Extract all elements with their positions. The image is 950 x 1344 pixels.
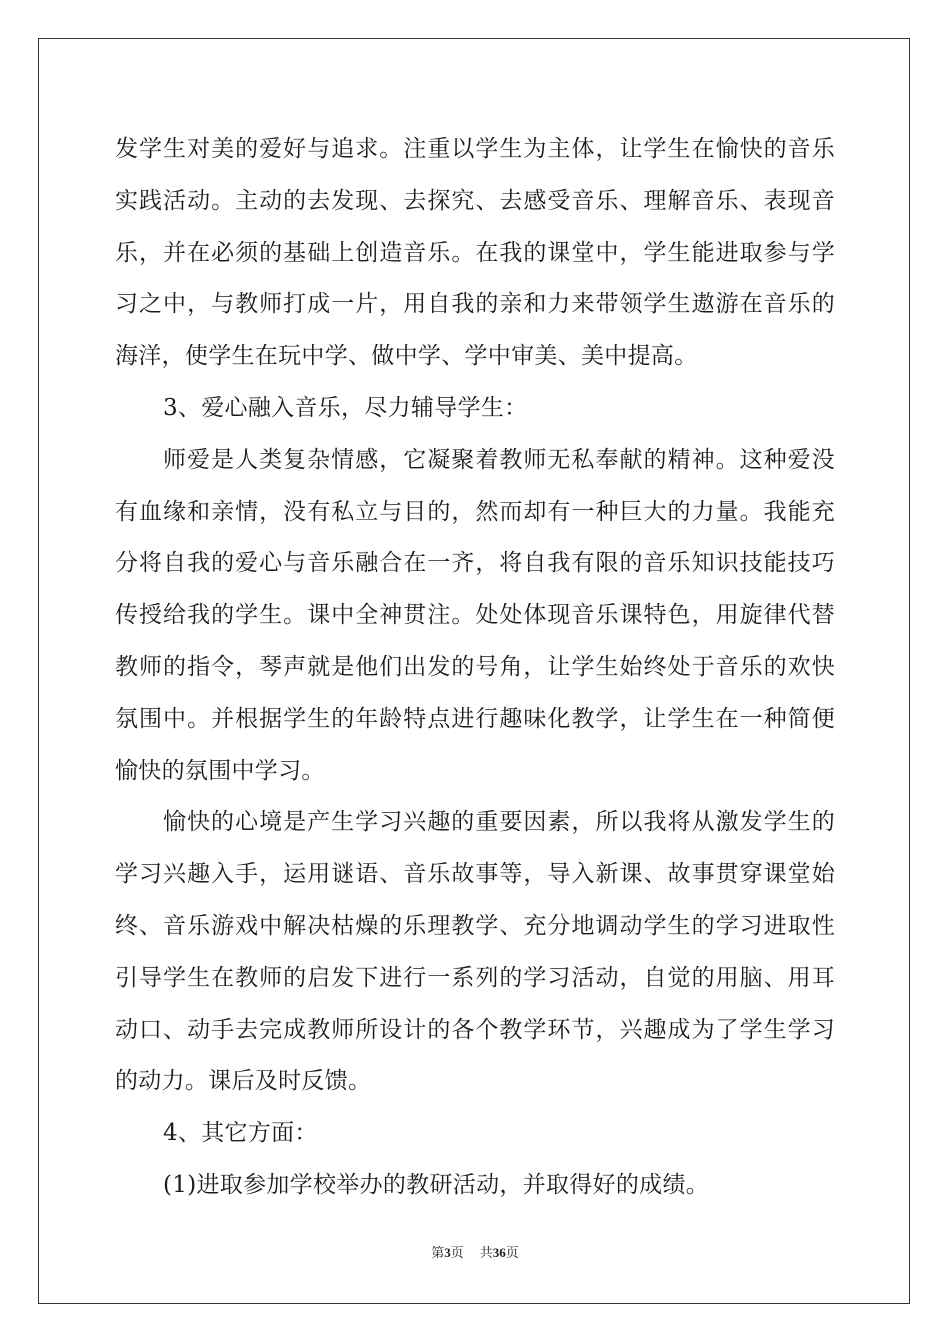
paragraph-3: 师爱是人类复杂情感，它凝聚着教师无私奉献的精神。这种爱没有血缘和亲情，没有私立与目的，然而却有一种巨大的力量。我能充分将自我的爱心与音乐融合在一齐，将自我有限的音乐知识技能技巧传授给我的学生。课中全神贯注。处处体现音乐课特色，用旋律代替教师的指令，琴声就是他们出发的号角，让学生始终处于音乐的欢快氛围中。并根据学生的年龄特点进行趣味化教学，让学生在一种简便愉快的氛围中学习。 [115, 446, 835, 784]
footer-total-suffix: 页 [505, 1246, 519, 1261]
page-footer [0, 1244, 950, 1263]
paragraph-6: (1)进取参加学校举办的教研活动，并取得好的成绩。 [163, 1171, 710, 1198]
footer-prefix: 第 [431, 1246, 445, 1261]
paragraph-5-heading: 4、其它方面： [163, 1120, 318, 1147]
footer-page-suffix: 页 [450, 1246, 464, 1261]
footer-current-page: 3 [444, 1245, 451, 1260]
footer-total-pages: 36 [492, 1245, 506, 1260]
paragraph-4: 愉快的心境是产生学习兴趣的重要因素，所以我将从激发学生的学习兴趣入手，运用谜语、音乐故事等，导入新课、故事贯穿课堂始终、音乐游戏中解决枯燥的乐理教学、充分地调动学生的学习进取性引导学生在教师的启发下进行一系列的学习活动，自觉的用脑、用耳动口、动手去完成教师所设计的各个教学环节，兴趣成为了学生学习的动力。课后及时反馈。 [115, 809, 835, 1095]
footer-total-prefix: 共 [479, 1246, 493, 1261]
paragraph-1: 发学生对美的爱好与追求。注重以学生为主体，让学生在愉快的音乐实践活动。主动的去发现、去探究、去感受音乐、理解音乐、表现音乐，并在必须的基础上创造音乐。在我的课堂中，学生能进取参与学习之中，与教师打成一片，用自我的亲和力来带领学生遨游在音乐的海洋，使学生在玩中学、做中学、学中审美、美中提高。 [115, 136, 835, 370]
document-body [115, 124, 835, 1212]
paragraph-2-heading: 3、爱心融入音乐，尽力辅导学生： [163, 394, 528, 421]
